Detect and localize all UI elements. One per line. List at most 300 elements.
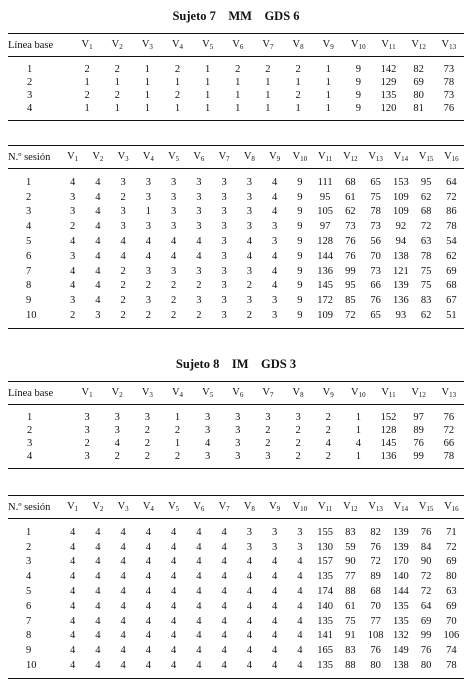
table-cell: 2: [84, 438, 90, 449]
column-header: [186, 496, 211, 519]
table-cell: 4: [171, 645, 177, 657]
column-subscript: 9: [276, 505, 281, 513]
column-subscript: 4: [179, 391, 184, 399]
subject-8-title: Sujeto 8 IM GDS 3: [175, 357, 297, 371]
column-subscript: 3: [149, 43, 153, 51]
subject-7-baseline-table: [8, 33, 464, 121]
table-cell: 136: [317, 265, 333, 277]
table-cell: 61: [345, 600, 356, 612]
table-cell: 78: [420, 250, 432, 262]
table-cell: 153: [393, 176, 409, 188]
row-label-cell: 5: [26, 236, 32, 248]
column-header: [262, 496, 287, 519]
bottom-rule-row: [8, 463, 464, 469]
table-cell: 4: [196, 250, 202, 262]
table-cell: 3: [272, 295, 278, 307]
table-cell: 70: [370, 250, 381, 262]
table-cell: 2: [174, 64, 181, 75]
table-cell: 69: [420, 615, 432, 627]
column-subscript: 15: [426, 155, 434, 163]
column-subscript: 11: [388, 43, 396, 51]
table-cell: 4: [120, 541, 126, 553]
column-header: [283, 382, 313, 405]
column-header: [186, 146, 211, 169]
table-cell: 135: [317, 615, 333, 627]
row-label-header: Línea base: [8, 382, 72, 405]
table-cell: 4: [196, 586, 202, 598]
table-row: [8, 190, 464, 205]
table-cell: 3: [221, 176, 227, 188]
table-cell: 2: [120, 295, 126, 307]
subject-8-baseline-table: [8, 381, 464, 469]
table-row: [8, 175, 464, 190]
table-cell: 68: [370, 586, 381, 598]
column-subscript: 7: [269, 391, 274, 399]
table-cell: 4: [70, 176, 76, 188]
column-subscript: 2: [119, 43, 123, 51]
table-cell: 3: [145, 295, 151, 307]
table-cell: 3: [84, 425, 90, 436]
table-cell: 88: [345, 586, 356, 598]
table-cell: 3: [295, 412, 301, 423]
table-cell: 4: [95, 176, 101, 188]
table-cell: 3: [114, 412, 120, 423]
table-cell: 1: [235, 90, 241, 101]
column-subscript: 15: [426, 505, 434, 513]
table-cell: 4: [120, 600, 126, 612]
table-cell: 142: [380, 64, 397, 75]
column-subscript: 12: [350, 505, 358, 513]
table-cell: 155: [317, 526, 333, 538]
table-cell: 3: [196, 265, 202, 277]
table-cell: 2: [120, 265, 126, 277]
table-cell: 91: [345, 630, 356, 642]
table-cell: 2: [145, 280, 151, 292]
table-cell: 165: [317, 645, 333, 657]
table-cell: 3: [84, 451, 90, 462]
table-cell: 4: [145, 556, 151, 568]
subject-7-sessions-table: [8, 145, 464, 329]
table-cell: 157: [317, 556, 333, 568]
table-cell: 70: [446, 615, 457, 627]
table-cell: 4: [171, 630, 177, 642]
column-subscript: 14: [401, 505, 409, 513]
column-header: [343, 382, 373, 405]
table-cell: 69: [446, 600, 457, 612]
table-cell: 95: [319, 191, 331, 203]
table-cell: 78: [446, 221, 457, 233]
column-subscript: 3: [125, 505, 129, 513]
table-cell: 93: [395, 310, 407, 322]
column-header: [136, 146, 161, 169]
table-cell: 72: [420, 586, 432, 598]
table-cell: 3: [171, 176, 177, 188]
table-row: [8, 249, 464, 264]
table-cell: 3: [171, 206, 177, 218]
table-cell: 4: [196, 236, 202, 248]
variable-letter: V: [232, 39, 240, 50]
table-cell: 84: [420, 541, 432, 553]
table-cell: 78: [443, 451, 455, 462]
table-cell: 4: [272, 191, 278, 203]
table-cell: 2: [84, 90, 90, 101]
column-header: [132, 382, 162, 405]
column-subscript: 8: [251, 505, 255, 513]
table-cell: 1: [144, 77, 150, 88]
table-cell: 90: [420, 556, 432, 568]
variable-letter: V: [317, 151, 326, 162]
table-cell: 76: [370, 295, 381, 307]
table-cell: 4: [95, 615, 101, 627]
table-row: [8, 643, 464, 658]
table-cell: 3: [144, 412, 150, 423]
row-label-cell: 4: [26, 571, 32, 583]
table-cell: 4: [171, 600, 177, 612]
column-subscript: 14: [401, 155, 409, 163]
table-cell: 76: [420, 526, 432, 538]
table-cell: 1: [205, 77, 211, 88]
subject-7-title: Sujeto 7 MM GDS 6: [172, 9, 300, 23]
variable-letter: V: [141, 387, 150, 398]
table-row: [8, 89, 464, 102]
row-label-cell: 9: [26, 295, 32, 307]
table-cell: 4: [196, 571, 202, 583]
table-cell: 76: [413, 438, 424, 449]
table-cell: 4: [171, 556, 177, 568]
column-subscript: 9: [276, 155, 281, 163]
table-cell: 135: [393, 600, 409, 612]
row-label-cell: 1: [26, 176, 32, 188]
table-cell: 4: [272, 615, 278, 627]
table-cell: 9: [355, 77, 361, 88]
column-subscript: 4: [179, 43, 184, 51]
column-header: [434, 34, 464, 57]
table-cell: 80: [420, 660, 432, 672]
column-header: [111, 146, 136, 169]
table-cell: 136: [393, 295, 409, 307]
table-cell: 4: [171, 586, 177, 598]
column-subscript: 11: [325, 505, 333, 513]
table-cell: 4: [171, 615, 177, 627]
table-cell: 4: [246, 645, 252, 657]
row-label-cell: 8: [26, 280, 32, 292]
table-cell: 1: [145, 206, 151, 218]
variable-letter: V: [81, 387, 90, 398]
table-cell: 4: [246, 630, 252, 642]
table-cell: 2: [235, 64, 241, 75]
column-header: [439, 146, 464, 169]
table-cell: 68: [345, 176, 356, 188]
column-header: [72, 34, 102, 57]
table-cell: 4: [145, 526, 151, 538]
row-label-cell: 1: [26, 526, 32, 538]
column-subscript: 1: [74, 505, 79, 513]
column-header: [363, 146, 388, 169]
table-cell: 9: [297, 176, 303, 188]
table-cell: 4: [297, 556, 303, 568]
table-cell: 109: [393, 206, 409, 218]
table-cell: 97: [413, 412, 424, 423]
table-cell: 2: [196, 310, 202, 322]
table-row: [8, 102, 464, 115]
table-cell: 1: [355, 425, 361, 436]
table-cell: 4: [120, 660, 126, 672]
table-cell: 89: [413, 425, 424, 436]
table-cell: 88: [345, 660, 356, 672]
variable-letter: V: [418, 501, 427, 512]
variable-letter: V: [218, 501, 227, 512]
table-cell: 2: [144, 425, 150, 436]
table-row: [8, 293, 464, 308]
table-row: [8, 424, 464, 437]
table-cell: 4: [120, 630, 126, 642]
table-cell: 2: [295, 90, 301, 101]
table-cell: 4: [171, 250, 177, 262]
column-subscript: 12: [350, 155, 358, 163]
table-cell: 4: [272, 265, 278, 277]
variable-letter: V: [232, 387, 240, 398]
row-label-cell: 3: [26, 556, 32, 568]
variable-letter: V: [262, 387, 270, 398]
table-cell: 4: [145, 630, 151, 642]
column-header: [132, 34, 162, 57]
column-header: [85, 496, 110, 519]
column-header: [434, 382, 464, 405]
table-cell: 4: [145, 600, 151, 612]
table-cell: 4: [171, 660, 177, 672]
table-cell: 4: [246, 586, 252, 598]
column-subscript: 10: [300, 505, 308, 513]
column-subscript: 8: [300, 43, 304, 51]
table-cell: 78: [370, 206, 381, 218]
column-header: [253, 34, 283, 57]
table-cell: 3: [246, 221, 252, 233]
table-cell: 4: [120, 615, 126, 627]
table-cell: 3: [171, 191, 177, 203]
table-cell: 130: [317, 541, 333, 553]
table-row: [8, 205, 464, 220]
column-header: [237, 496, 262, 519]
column-header: [283, 34, 313, 57]
table-cell: 4: [171, 236, 177, 248]
column-subscript: 5: [209, 43, 214, 51]
table-cell: 75: [345, 615, 356, 627]
row-label-cell: 1: [27, 412, 33, 423]
table-cell: 4: [95, 541, 101, 553]
table-cell: 76: [345, 250, 356, 262]
table-cell: 54: [446, 236, 457, 248]
table-cell: 3: [70, 206, 76, 218]
bottom-rule-cell: [8, 673, 464, 679]
table-cell: 140: [393, 571, 409, 583]
row-label-cell: 9: [26, 645, 32, 657]
table-cell: 1: [295, 103, 301, 114]
table-cell: 59: [345, 541, 356, 553]
row-label-header: Línea base: [8, 34, 72, 57]
variable-letter: V: [92, 501, 100, 512]
table-cell: 2: [265, 438, 271, 449]
table-cell: 3: [265, 451, 271, 462]
variable-letter: V: [351, 387, 359, 398]
table-cell: 4: [95, 250, 101, 262]
column-header: [404, 382, 434, 405]
table-cell: 1: [84, 77, 90, 88]
variable-letter: V: [202, 39, 210, 50]
variable-letter: V: [262, 39, 270, 50]
table-cell: 69: [446, 265, 457, 277]
table-cell: 2: [174, 451, 181, 462]
column-header: [212, 496, 237, 519]
table-cell: 64: [446, 176, 457, 188]
table-cell: 3: [221, 206, 227, 218]
column-header: [313, 496, 338, 519]
table-cell: 76: [370, 645, 381, 657]
table-cell: 90: [345, 556, 356, 568]
table-cell: 3: [196, 221, 202, 233]
table-cell: 3: [70, 191, 76, 203]
table-cell: 99: [420, 630, 432, 642]
table-cell: 71: [446, 526, 457, 538]
variable-letter: V: [117, 151, 126, 162]
table-cell: 76: [370, 541, 381, 553]
column-subscript: 10: [358, 43, 366, 51]
table-cell: 4: [196, 541, 202, 553]
table-cell: 1: [174, 103, 181, 114]
table-cell: 4: [297, 600, 303, 612]
column-subscript: 13: [449, 391, 457, 399]
table-cell: 129: [380, 77, 397, 88]
table-cell: 4: [272, 600, 278, 612]
table-cell: 4: [120, 586, 126, 598]
table-cell: 2: [171, 310, 177, 322]
table-cell: 1: [235, 103, 241, 114]
table-cell: 1: [265, 77, 271, 88]
table-cell: 3: [120, 206, 126, 218]
table-cell: 2: [265, 64, 271, 75]
column-subscript: 12: [418, 391, 426, 399]
column-subscript: 16: [451, 505, 459, 513]
row-label-cell: 5: [26, 586, 32, 598]
table-cell: 3: [265, 412, 271, 423]
column-subscript: 11: [325, 155, 333, 163]
table-cell: 2: [144, 451, 150, 462]
table-row: [8, 555, 464, 570]
table-cell: 9: [355, 103, 361, 114]
table-cell: 4: [95, 280, 101, 292]
table-cell: 3: [246, 295, 252, 307]
table-cell: 1: [355, 412, 361, 423]
column-subscript: 6: [200, 155, 205, 163]
table-cell: 67: [446, 295, 457, 307]
table-cell: 4: [145, 645, 151, 657]
table-cell: 61: [345, 191, 356, 203]
column-header: [253, 382, 283, 405]
table-cell: 145: [380, 438, 397, 449]
variable-letter: V: [141, 39, 150, 50]
table-cell: 9: [297, 221, 303, 233]
table-cell: 9: [297, 236, 303, 248]
table-cell: 139: [393, 541, 409, 553]
table-cell: 2: [114, 90, 120, 101]
table-cell: 3: [221, 310, 227, 322]
table-cell: 132: [393, 630, 409, 642]
table-cell: 63: [420, 236, 432, 248]
variable-letter: V: [381, 39, 389, 50]
column-subscript: 10: [300, 155, 308, 163]
table-cell: 3: [145, 191, 151, 203]
table-cell: 1: [114, 103, 120, 114]
column-subscript: 6: [239, 43, 244, 51]
table-cell: 89: [370, 571, 381, 583]
table-cell: 4: [120, 556, 126, 568]
table-cell: 109: [317, 310, 333, 322]
column-subscript: 10: [358, 391, 366, 399]
table-cell: 76: [420, 645, 432, 657]
header-row: [8, 146, 464, 169]
variable-letter: V: [343, 501, 351, 512]
table-cell: 3: [272, 541, 278, 553]
table-cell: 4: [70, 280, 76, 292]
column-header: [102, 382, 132, 405]
table-cell: 1: [174, 412, 181, 423]
table-cell: 106: [443, 630, 460, 642]
table-cell: 4: [70, 265, 76, 277]
table-cell: 4: [70, 630, 76, 642]
table-cell: 72: [420, 221, 432, 233]
variable-letter: V: [243, 501, 252, 512]
header-row: [8, 382, 464, 405]
column-header: [388, 496, 413, 519]
table-cell: 77: [345, 571, 356, 583]
table-cell: 4: [95, 571, 101, 583]
table-cell: 111: [317, 176, 333, 188]
table-cell: 1: [144, 90, 150, 101]
table-cell: 9: [355, 90, 361, 101]
table-cell: 120: [380, 103, 397, 114]
table-cell: 82: [413, 64, 424, 75]
table-cell: 3: [272, 221, 278, 233]
bottom-rule-row: [8, 673, 464, 679]
table-cell: 92: [395, 221, 407, 233]
table-cell: 136: [380, 451, 397, 462]
table-row: [8, 525, 464, 540]
table-cell: 4: [196, 630, 202, 642]
column-subscript: 2: [99, 505, 104, 513]
table-row: [8, 437, 464, 450]
table-cell: 2: [246, 310, 252, 322]
variable-letter: V: [193, 151, 201, 162]
table-cell: 3: [205, 412, 211, 423]
variable-letter: V: [269, 501, 277, 512]
table-cell: 4: [297, 645, 303, 657]
table-cell: 97: [319, 221, 331, 233]
column-subscript: 8: [251, 155, 255, 163]
table-cell: 68: [446, 280, 457, 292]
table-cell: 4: [246, 250, 252, 262]
column-header: [162, 34, 192, 57]
variable-letter: V: [202, 387, 210, 398]
table-cell: 3: [246, 176, 252, 188]
table-cell: 66: [443, 438, 455, 449]
table-row: [8, 63, 464, 76]
table-cell: 2: [325, 451, 331, 462]
table-cell: 4: [205, 438, 211, 449]
table-cell: 4: [297, 615, 303, 627]
row-label-cell: 4: [27, 451, 33, 462]
column-header: [287, 146, 312, 169]
table-cell: 3: [145, 265, 151, 277]
table-cell: 140: [317, 600, 333, 612]
